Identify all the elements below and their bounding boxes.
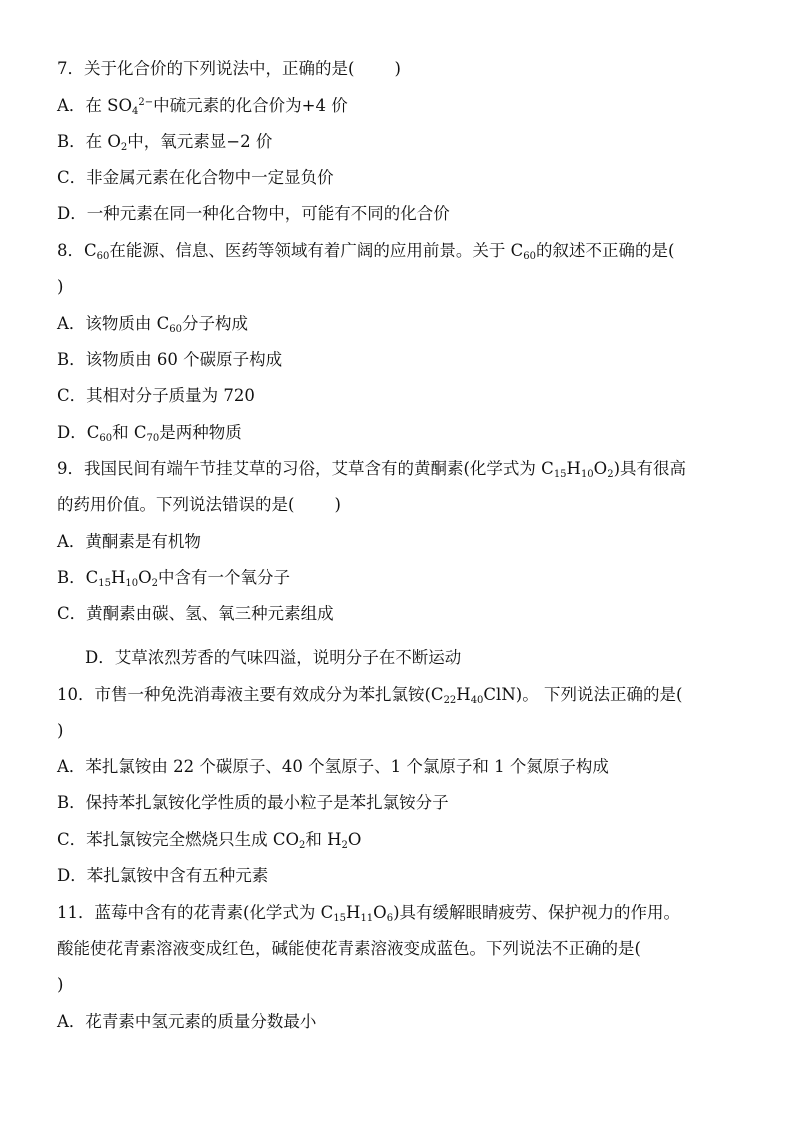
question-9-text: 的药用价值。下列说法错误的是(	[57, 495, 295, 514]
formula-element: H	[110, 568, 126, 587]
option-text: C．非金属元素在化合物中一定显负价	[57, 168, 334, 187]
formula-element: H	[456, 685, 471, 704]
subscript: 15	[553, 469, 567, 480]
question-9-stem	[57, 458, 754, 480]
question-11-stem-line2	[57, 938, 754, 960]
subscript: 2	[151, 578, 159, 589]
question-9-option-d	[85, 647, 754, 669]
option-text: A．该物质由 C	[57, 314, 170, 333]
option-text: 中硫元素的化合价为+4 价	[153, 96, 348, 115]
option-text: D．C	[57, 423, 100, 442]
question-7-option-b	[57, 131, 754, 153]
formula-element: O	[593, 459, 608, 478]
option-text: A．在 SO	[57, 96, 132, 115]
question-8-close: )	[57, 277, 64, 296]
question-11-text: )具有缓解眼睛疲劳、保护视力的作用。	[393, 903, 681, 922]
subscript: 11	[360, 913, 374, 924]
question-11-option-a	[57, 1011, 754, 1033]
question-8-text: 的叙述不正确的是(	[535, 241, 675, 260]
question-10-close: )	[57, 721, 64, 740]
question-9-close: )	[334, 495, 341, 514]
question-10-option-c	[57, 829, 754, 851]
option-text: A．花青素中氢元素的质量分数最小	[57, 1012, 317, 1031]
superscript: 2−	[138, 97, 154, 108]
subscript: 6	[386, 913, 394, 924]
option-text: 和 H	[305, 830, 342, 849]
subscript: 15	[98, 578, 111, 589]
subscript: 2	[299, 840, 306, 851]
subscript: 60	[523, 251, 536, 262]
option-text: 是两种物质	[159, 423, 242, 442]
subscript: 40	[470, 695, 484, 706]
option-text: 中含有一个氧分子	[158, 568, 291, 587]
question-10-option-d	[57, 865, 754, 887]
option-text: B．保持苯扎氯铵化学性质的最小粒子是苯扎氯铵分子	[57, 793, 449, 812]
subscript: 60	[96, 251, 110, 262]
question-10-stem-close	[57, 720, 754, 742]
option-text: C．其相对分子质量为 720	[57, 386, 255, 405]
option-text: 分子构成	[182, 314, 249, 333]
subscript: 2	[120, 142, 128, 153]
subscript: 10	[125, 578, 139, 589]
question-7-option-d	[57, 203, 754, 225]
question-7-stem	[57, 58, 754, 80]
option-text: A．黄酮素是有机物	[57, 532, 201, 551]
question-7-option-a	[57, 95, 754, 117]
question-9-stem-line2	[57, 494, 754, 516]
question-11-text: 酸能使花青素溶液变成红色，碱能使花青素溶液变成蓝色。下列说法不正确的是(	[57, 939, 641, 958]
formula-element: O	[138, 568, 152, 587]
subscript: 22	[443, 695, 457, 706]
question-11-close: )	[57, 975, 64, 994]
question-10-stem	[57, 684, 754, 706]
question-9-text: 9．我国民间有端午节挂艾草的习俗，艾草含有的黄酮素(化学式为 C	[57, 459, 554, 478]
option-text: C．黄酮素由碳、氢、氧三种元素组成	[57, 604, 334, 623]
question-10-option-b	[57, 792, 754, 814]
question-9-option-b	[57, 567, 754, 589]
subscript: 2	[341, 840, 348, 851]
question-8-option-d	[57, 422, 754, 444]
question-11-stem-close	[57, 974, 754, 996]
question-11-text: 11．蓝莓中含有的花青素(化学式为 C	[57, 903, 334, 922]
subscript: 4	[132, 106, 139, 117]
subscript: 10	[580, 469, 594, 480]
question-9-option-a	[57, 531, 754, 553]
question-11-stem	[57, 902, 754, 924]
option-text: B．该物质由 60 个碳原子构成	[57, 350, 283, 369]
question-9-option-c	[57, 603, 754, 625]
question-10-text: ClN)。 下列说法正确的是(	[483, 685, 683, 704]
option-text: C．苯扎氯铵完全燃烧只生成 CO	[57, 830, 300, 849]
option-text: O	[347, 830, 362, 849]
option-text: A．苯扎氯铵由 22 个碳原子、40 个氢原子、1 个氯原子和 1 个氮原子构成	[57, 757, 609, 776]
question-8-option-b	[57, 349, 754, 371]
question-8-stem	[57, 240, 754, 262]
formula-element: H	[566, 459, 581, 478]
question-8-text: 在能源、信息、医药等领域有着广阔的应用前景。关于 C	[109, 241, 524, 260]
formula-element: O	[373, 903, 387, 922]
question-8-stem-close	[57, 276, 754, 298]
option-text: D．一种元素在同一种化合物中，可能有不同的化合价	[57, 204, 450, 223]
option-text: B．在 O	[57, 132, 121, 151]
subscript: 60	[169, 324, 183, 335]
option-text: D．艾草浓烈芳香的气味四溢，说明分子在不断运动	[85, 648, 462, 667]
option-text: D．苯扎氯铵中含有五种元素	[57, 866, 269, 885]
question-8-option-a	[57, 313, 754, 335]
question-10-option-a	[57, 756, 754, 778]
subscript: 60	[99, 433, 113, 444]
option-text: B．C	[57, 568, 99, 587]
option-text: 和 C	[112, 423, 147, 442]
question-8-text: 8．C	[57, 241, 97, 260]
option-text: 中，氧元素显−2 价	[127, 132, 273, 151]
subscript: 2	[607, 469, 614, 480]
question-9-text: )具有很高	[613, 459, 687, 478]
question-8-option-c	[57, 385, 754, 407]
subscript: 70	[146, 433, 160, 444]
formula-element: H	[346, 903, 361, 922]
subscript: 15	[333, 913, 347, 924]
question-10-text: 10．市售一种免洗消毒液主要有效成分为苯扎氯铵(C	[57, 685, 444, 704]
question-7-option-c	[57, 167, 754, 189]
question-7-text: 7．关于化合价的下列说法中，正确的是(	[57, 59, 355, 78]
question-7-close: )	[394, 59, 401, 78]
